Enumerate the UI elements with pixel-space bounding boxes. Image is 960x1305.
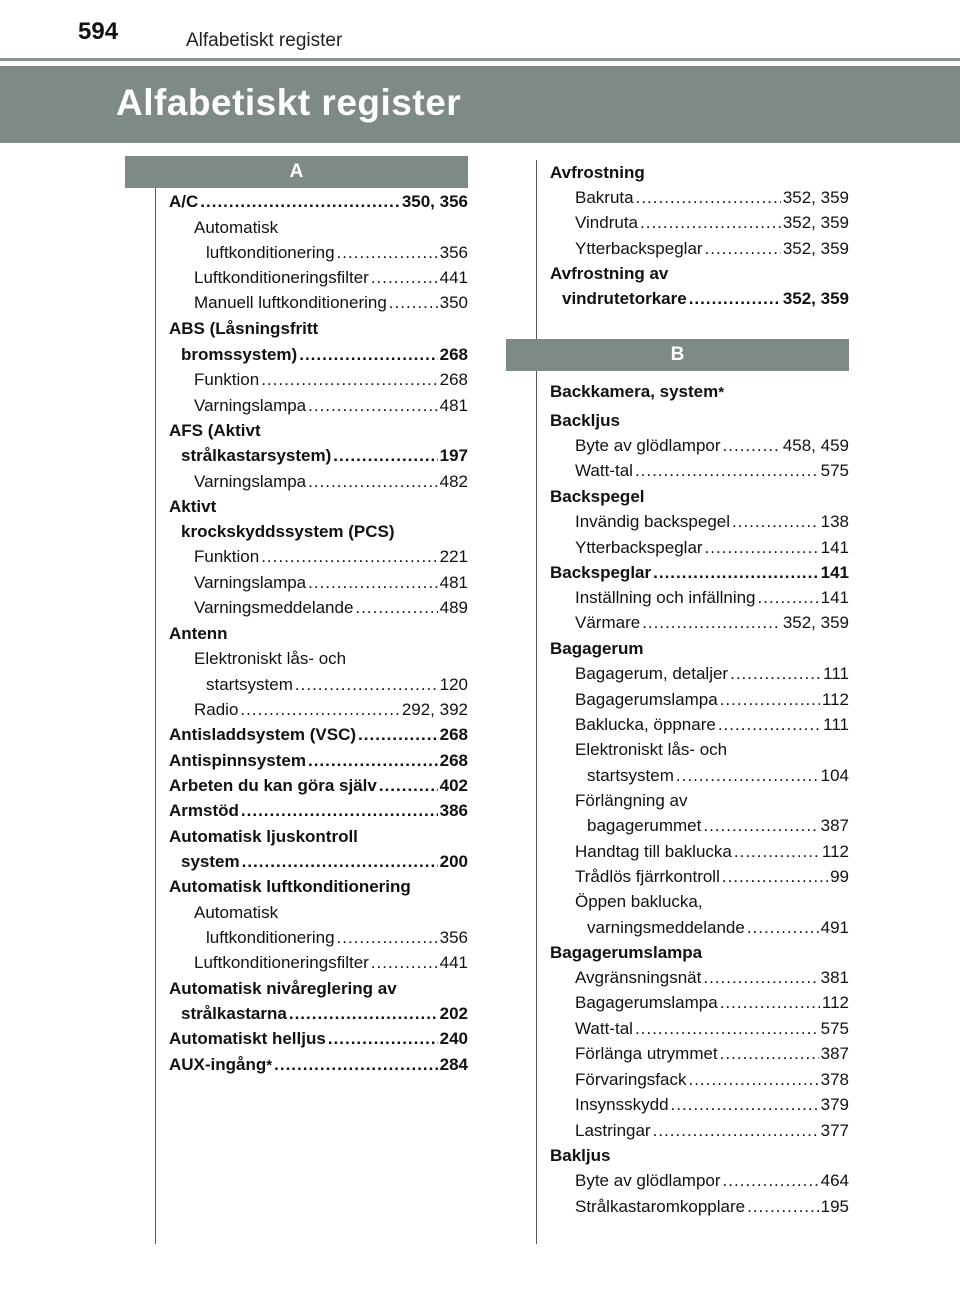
entry-pages: 112	[821, 690, 849, 709]
entry-label: Öppen baklucka,	[575, 892, 703, 911]
index-entry	[169, 976, 468, 1001]
page-number: 594	[78, 18, 119, 45]
index-entry	[575, 1118, 849, 1143]
dot-leader	[723, 433, 781, 458]
page-header	[0, 0, 960, 61]
entry-label: Bagagerum	[550, 639, 644, 658]
dot-leader	[718, 712, 821, 737]
entry-pages: 381	[820, 968, 849, 987]
dot-leader	[289, 1001, 438, 1026]
entry-pages: 464	[820, 1171, 849, 1190]
index-entry	[169, 189, 468, 214]
dot-leader	[274, 1052, 438, 1077]
entry-pages: 120	[439, 675, 468, 694]
dot-leader	[747, 1194, 819, 1219]
running-title: Alfabetiskt register	[186, 30, 343, 51]
entry-pages: 141	[820, 563, 849, 582]
index-entry	[194, 950, 468, 975]
entry-label: Varningslampa	[194, 396, 307, 415]
entry-label: Automatisk luftkonditionering	[169, 877, 411, 896]
index-entry	[575, 889, 849, 914]
entry-label: Radio	[194, 700, 239, 719]
dot-leader	[722, 864, 828, 889]
dot-leader	[308, 469, 437, 494]
index-entry	[575, 1092, 849, 1117]
entry-label: Byte av glödlampor	[575, 1171, 721, 1190]
index-entry: Backkamera, system *	[550, 379, 849, 404]
dot-leader	[671, 1092, 819, 1117]
index-entry	[575, 788, 849, 813]
entry-label: Insynsskydd	[575, 1095, 669, 1114]
index-entry	[181, 519, 468, 544]
index-entry	[575, 712, 849, 737]
entry-pages: 268	[439, 345, 468, 364]
dot-leader	[371, 950, 438, 975]
dot-leader	[720, 687, 820, 712]
index-entry	[181, 1001, 468, 1026]
entry-label: Manuell luftkonditionering	[194, 293, 387, 312]
entry-pages: 195	[820, 1197, 849, 1216]
dot-leader	[358, 722, 438, 747]
dot-leader	[653, 560, 819, 585]
entry-label: system	[181, 852, 240, 871]
entry-label: Avfrostning	[550, 163, 645, 182]
entry-pages: 378	[820, 1070, 849, 1089]
entry-label: Watt-tal	[575, 1019, 633, 1038]
index-entry	[575, 864, 849, 889]
dot-leader	[200, 189, 400, 214]
entry-label: luftkonditionering	[206, 928, 335, 947]
index-entry	[575, 458, 849, 483]
dot-leader	[308, 570, 437, 595]
dot-leader	[720, 1041, 819, 1066]
index-entry	[181, 342, 468, 367]
entry-pages: 356	[439, 243, 468, 262]
entry-label: Bagagerumslampa	[550, 943, 703, 962]
entry-pages: 352, 359	[782, 239, 849, 258]
index-entry	[575, 1016, 849, 1041]
dot-leader	[308, 748, 438, 773]
entry-label: A/C	[169, 192, 199, 211]
dot-leader	[261, 367, 437, 392]
dot-leader	[703, 965, 818, 990]
entry-pages: 268	[439, 725, 468, 744]
dot-leader	[240, 697, 399, 722]
entry-label: bagagerummet	[587, 816, 702, 835]
index-entry	[206, 672, 468, 697]
entry-label: Avfrostning av	[550, 264, 669, 283]
dot-leader	[703, 813, 818, 838]
index-entry	[169, 494, 468, 519]
index-entry	[169, 722, 468, 747]
index-entry	[181, 443, 468, 468]
index-entry	[575, 535, 849, 560]
index-entry	[194, 646, 468, 671]
index-entry	[206, 240, 468, 265]
index-entry	[194, 469, 468, 494]
entry-pages: 481	[439, 396, 468, 415]
entry-pages: 352, 359	[782, 289, 849, 308]
entry-label: Funktion	[194, 547, 260, 566]
index-entry	[575, 990, 849, 1015]
index-entry	[575, 1067, 849, 1092]
entry-label: Ytterbackspeglar	[575, 239, 703, 258]
entry-label: Arbeten du kan göra själv	[169, 776, 377, 795]
entry-label: Funktion	[194, 370, 260, 389]
dot-leader	[689, 286, 781, 311]
dot-leader	[732, 509, 819, 534]
entry-label: Backkamera, system	[550, 382, 719, 401]
entry-label: AFS (Aktivt	[169, 421, 261, 440]
dot-leader	[337, 925, 438, 950]
entry-pages: 112	[821, 993, 849, 1012]
index-entry	[575, 661, 849, 686]
index-entry	[575, 433, 849, 458]
index-entry	[169, 773, 468, 798]
dot-leader	[747, 915, 819, 940]
entry-pages: 141	[820, 538, 849, 557]
entry-pages: 575	[820, 461, 849, 480]
index-entry	[194, 697, 468, 722]
entry-pages: 458, 459	[782, 436, 849, 455]
index-entry	[550, 484, 849, 509]
entry-label: Luftkonditioneringsfilter	[194, 953, 369, 972]
index-entry	[169, 798, 468, 823]
index-entry	[550, 560, 849, 585]
index-entry	[587, 813, 849, 838]
dot-leader	[705, 535, 819, 560]
index-entry	[194, 595, 468, 620]
dot-leader	[688, 1067, 818, 1092]
dot-leader	[379, 773, 438, 798]
entry-pages: 481	[439, 573, 468, 592]
entry-pages: 489	[439, 598, 468, 617]
entry-label: Automatisk	[194, 903, 279, 922]
entry-label: strålkastarsystem)	[181, 446, 332, 465]
index-entry	[587, 763, 849, 788]
entry-label: Förlänga utrymmet	[575, 1044, 718, 1063]
dot-leader	[640, 210, 781, 235]
index-entry	[562, 286, 849, 311]
index-entry	[550, 636, 849, 661]
entry-pages: 377	[820, 1121, 849, 1140]
index-entry	[575, 687, 849, 712]
entry-label: Invändig backspegel	[575, 512, 731, 531]
entry-label: Aktivt	[169, 497, 217, 516]
entry-pages: 482	[439, 472, 468, 491]
entry-pages: 197	[439, 446, 468, 465]
entry-label: Lastringar	[575, 1121, 651, 1140]
index-entry	[575, 210, 849, 235]
entry-label: Varningslampa	[194, 573, 307, 592]
entry-label: Backspegel	[550, 487, 645, 506]
entry-pages: 292, 392	[401, 700, 468, 719]
index-entry	[194, 544, 468, 569]
entry-label: Backspeglar	[550, 563, 652, 582]
index-entry	[575, 965, 849, 990]
dot-leader	[308, 393, 437, 418]
entry-pages: 387	[820, 816, 849, 835]
dot-leader	[642, 610, 781, 635]
entry-label: AUX-ingång	[169, 1055, 267, 1074]
entry-label: Bagagerumslampa	[575, 690, 718, 709]
entry-label: Armstöd	[169, 801, 239, 820]
index-entry	[206, 925, 468, 950]
dot-leader	[333, 443, 437, 468]
entry-pages: 240	[439, 1029, 468, 1048]
dot-leader	[730, 661, 821, 686]
dot-leader	[635, 1016, 819, 1041]
index-entry	[575, 1168, 849, 1193]
column-divider-left	[155, 186, 156, 1244]
index-entry	[575, 236, 849, 261]
index-entry	[194, 570, 468, 595]
chapter-banner	[0, 66, 960, 143]
dot-leader	[636, 185, 781, 210]
index-entry	[575, 185, 849, 210]
entry-pages: 221	[439, 547, 468, 566]
dot-leader	[734, 839, 820, 864]
entry-pages: 138	[820, 512, 849, 531]
entry-label: startsystem	[206, 675, 293, 694]
index-entry	[169, 748, 468, 773]
dot-leader	[261, 544, 437, 569]
entry-label: Baklucka, öppnare	[575, 715, 716, 734]
entry-pages: 104	[820, 766, 849, 785]
entry-pages: 402	[439, 776, 468, 795]
entry-label: Bagagerumslampa	[575, 993, 718, 1012]
dot-leader	[295, 672, 438, 697]
entry-pages: 387	[820, 1044, 849, 1063]
index-entry	[194, 290, 468, 315]
entry-label: Backljus	[550, 411, 620, 430]
entry-label: Handtag till baklucka	[575, 842, 732, 861]
index-entry	[194, 265, 468, 290]
entry-label: Bakruta	[575, 188, 634, 207]
entry-pages: 379	[820, 1095, 849, 1114]
entry-label: Automatisk	[194, 218, 279, 237]
chapter-title: Alfabetiskt register	[116, 82, 462, 123]
entry-label: Elektroniskt lås- och	[575, 740, 728, 759]
dot-leader	[720, 990, 820, 1015]
dot-leader	[355, 595, 437, 620]
index-entry	[550, 940, 849, 965]
entry-pages: 268	[439, 751, 468, 770]
index-entry	[169, 824, 468, 849]
entry-label: Förlängning av	[575, 791, 688, 810]
dot-leader	[389, 290, 438, 315]
entry-label: Bagagerum, detaljer	[575, 664, 729, 683]
dot-leader	[653, 1118, 819, 1143]
entry-label: varningsmeddelande	[587, 918, 745, 937]
entry-pages: 441	[439, 953, 468, 972]
entry-label: Antisladdsystem (VSC)	[169, 725, 357, 744]
entry-label: Elektroniskt lås- och	[194, 649, 347, 668]
entry-label: luftkonditionering	[206, 243, 335, 262]
entry-label: Byte av glödlampor	[575, 436, 721, 455]
dot-leader	[723, 1168, 819, 1193]
entry-label: vindrutetorkare	[562, 289, 687, 308]
index-entry	[575, 585, 849, 610]
entry-label: ABS (Låsningsfritt	[169, 319, 319, 338]
dot-leader	[758, 585, 819, 610]
entry-pages: 491	[820, 918, 849, 937]
entry-label: Automatisk ljuskontroll	[169, 827, 358, 846]
entry-label: Inställning och infällning	[575, 588, 756, 607]
dot-leader	[328, 1026, 438, 1051]
entry-pages: 350, 356	[401, 192, 468, 211]
entry-pages: 350	[439, 293, 468, 312]
entry-label: strålkastarna	[181, 1004, 287, 1023]
index-entry	[550, 261, 849, 286]
dot-leader	[337, 240, 438, 265]
entry-pages: 386	[439, 801, 468, 820]
entry-pages: 111	[823, 664, 849, 683]
entry-label: Avgränsningsnät	[575, 968, 702, 987]
entry-label: Strålkastaromkopplare	[575, 1197, 746, 1216]
index-entry	[550, 408, 849, 433]
entry-pages: 575	[820, 1019, 849, 1038]
entry-label: startsystem	[587, 766, 674, 785]
dot-leader	[371, 265, 438, 290]
entry-label: Ytterbackspeglar	[575, 538, 703, 557]
entry-label: Varningsmeddelande	[194, 598, 354, 617]
entry-pages: 356	[439, 928, 468, 947]
index-entry	[169, 418, 468, 443]
column-divider-right	[536, 160, 537, 1244]
entry-pages: 99	[830, 867, 849, 886]
entry-pages: 112	[821, 842, 849, 861]
entry-label: Trådlös fjärrkontroll	[575, 867, 720, 886]
section-header-b: B	[506, 339, 849, 371]
entry-pages: 200	[439, 852, 468, 871]
dot-leader	[241, 798, 438, 823]
index-entry	[169, 1026, 468, 1051]
entry-label: Automatiskt helljus	[169, 1029, 326, 1048]
index-entry	[169, 316, 468, 341]
dot-leader	[242, 849, 438, 874]
entry-pages: 352, 359	[782, 613, 849, 632]
entry-pages: 268	[439, 370, 468, 389]
index-entry	[575, 1194, 849, 1219]
entry-label: Automatisk nivåreglering av	[169, 979, 397, 998]
entry-label: krockskyddssystem (PCS)	[181, 522, 395, 541]
index-entry	[194, 900, 468, 925]
entry-label: Förvaringsfack	[575, 1070, 687, 1089]
entry-label: Watt-tal	[575, 461, 633, 480]
index-entry	[575, 1041, 849, 1066]
dot-leader	[705, 236, 781, 261]
index-entry	[575, 610, 849, 635]
index-entry	[194, 393, 468, 418]
entry-pages: 352, 359	[782, 213, 849, 232]
index-entry	[575, 737, 849, 762]
index-entry	[550, 160, 849, 185]
entry-label: bromssystem)	[181, 345, 298, 364]
dot-leader	[676, 763, 819, 788]
entry-pages: 284	[439, 1055, 468, 1074]
index-entry	[169, 874, 468, 899]
entry-pages: 202	[439, 1004, 468, 1023]
entry-label: Luftkonditioneringsfilter	[194, 268, 369, 287]
entry-pages: 111	[823, 715, 849, 734]
entry-label: Vindruta	[575, 213, 639, 232]
index-entry	[575, 509, 849, 534]
entry-label: Antenn	[169, 624, 228, 643]
index-entry	[587, 915, 849, 940]
entry-pages: 141	[820, 588, 849, 607]
dot-leader	[635, 458, 819, 483]
dot-leader	[299, 342, 437, 367]
index-entry: AUX-ingång * ..... 284	[169, 1052, 468, 1077]
index-entry	[181, 849, 468, 874]
section-header-a: A	[125, 156, 468, 188]
entry-label: Värmare	[575, 613, 641, 632]
index-entry	[194, 367, 468, 392]
index-entry	[575, 839, 849, 864]
index-entry	[169, 621, 468, 646]
entry-label: Bakljus	[550, 1146, 611, 1165]
index-entry	[550, 1143, 849, 1168]
entry-label: Varningslampa	[194, 472, 307, 491]
entry-label: Antispinnsystem	[169, 751, 306, 770]
entry-pages: 352, 359	[782, 188, 849, 207]
entry-pages: 441	[439, 268, 468, 287]
index-entry	[194, 215, 468, 240]
